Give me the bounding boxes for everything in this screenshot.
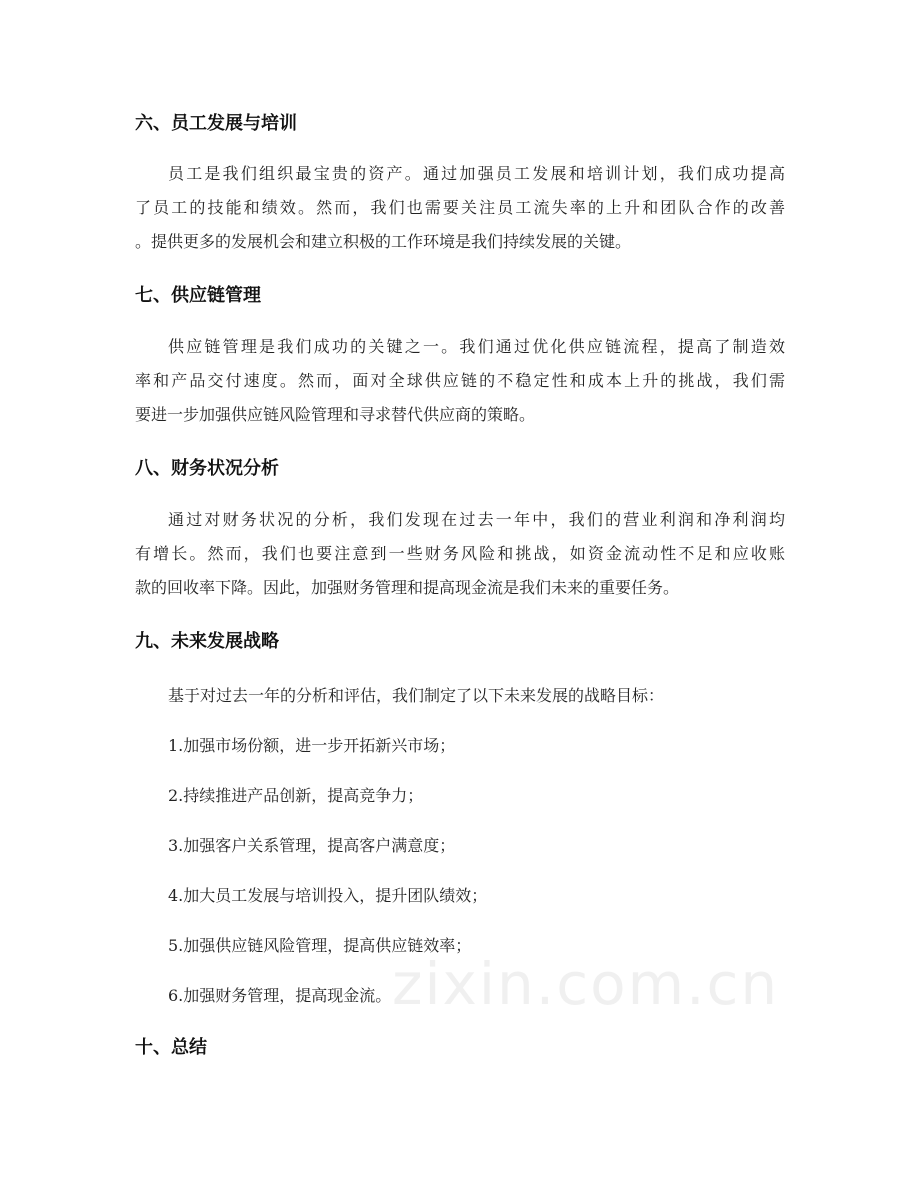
paragraph-line: 款的回收率下降。因此，加强财务管理和提高现金流是我们未来的重要任务。: [135, 578, 680, 597]
strategy-list-item: 2.持续推进产品创新，提高竞争力；: [168, 786, 424, 805]
paragraph-line: 供应链管理是我们成功的关键之一。我们通过优化供应链流程，提高了制造效: [168, 337, 785, 356]
paragraph-line: 。提供更多的发展机会和建立积极的工作环境是我们持续发展的关键。: [135, 232, 632, 251]
section-heading-9: 九、未来发展战略: [135, 631, 279, 652]
paragraph-line: 员工是我们组织最宝贵的资产。通过加强员工发展和培训计划，我们成功提高: [168, 164, 785, 183]
paragraph-line: 要进一步加强供应链风险管理和寻求替代供应商的策略。: [135, 405, 536, 424]
watermark: zixin.com.cn: [392, 950, 780, 1018]
section-8-paragraph: [135, 503, 785, 605]
section-6-paragraph: [135, 157, 785, 259]
section-7-paragraph: [135, 330, 785, 432]
section-heading-7: 七、供应链管理: [135, 285, 261, 306]
strategy-list-item: 1.加强市场份额，进一步开拓新兴市场；: [168, 736, 456, 755]
paragraph-line: 了员工的技能和绩效。然而，我们也需要关注员工流失率的上升和团队合作的改善: [135, 198, 785, 217]
section-heading-10: 十、总结: [135, 1037, 207, 1058]
strategy-list-item: 4.加大员工发展与培训投入，提升团队绩效；: [168, 886, 488, 905]
strategy-list-item: 5.加强供应链风险管理，提高供应链效率；: [168, 936, 472, 955]
section-heading-6: 六、员工发展与培训: [135, 113, 297, 134]
strategy-list-item: 6.加强财务管理，提高现金流。: [168, 986, 392, 1005]
section-heading-8: 八、财务状况分析: [135, 458, 279, 479]
paragraph-line: 有增长。然而，我们也要注意到一些财务风险和挑战，如资金流动性不足和应收账: [135, 544, 785, 563]
section-9-intro: 基于对过去一年的分析和评估，我们制定了以下未来发展的战略目标：: [168, 686, 665, 705]
paragraph-line: 通过对财务状况的分析，我们发现在过去一年中，我们的营业利润和净利润均: [168, 510, 785, 529]
paragraph-line: 率和产品交付速度。然而，面对全球供应链的不稳定性和成本上升的挑战，我们需: [135, 371, 785, 390]
strategy-list-item: 3.加强客户关系管理，提高客户满意度；: [168, 836, 456, 855]
